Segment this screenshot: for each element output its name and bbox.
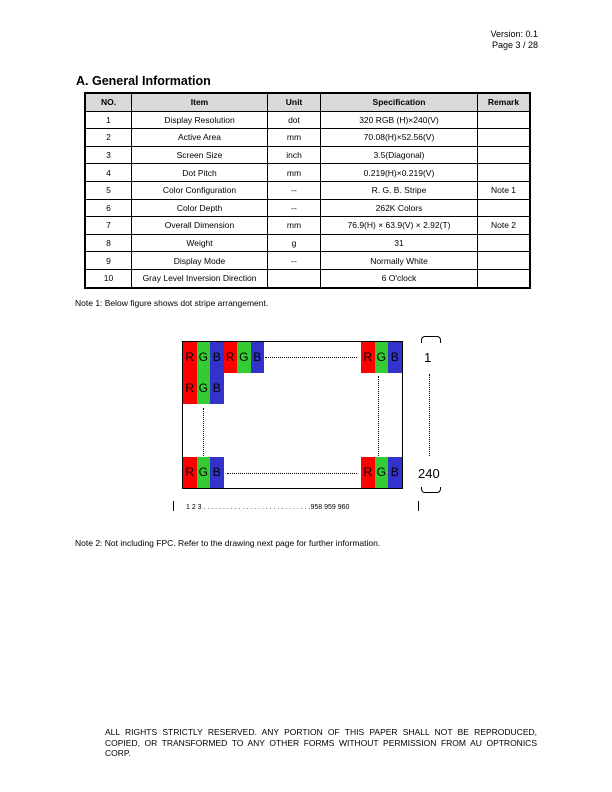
- table-cell: [478, 269, 531, 287]
- table-row: [85, 234, 530, 252]
- table-cell: Normally White: [321, 252, 478, 270]
- table-cell: --: [268, 199, 321, 217]
- subpixel-r: R: [224, 342, 238, 373]
- table-row: [85, 181, 530, 199]
- bracket: [421, 336, 441, 343]
- table-cell: --: [268, 181, 321, 199]
- col-item: Item: [132, 93, 268, 111]
- table-cell: [478, 164, 531, 182]
- subpixel-b: B: [251, 342, 265, 373]
- subpixel-r: R: [183, 457, 197, 488]
- table-cell: [268, 269, 321, 287]
- table-cell: 9: [85, 252, 132, 270]
- table-cell: mm: [268, 164, 321, 182]
- col-no: NO.: [85, 93, 132, 111]
- row-first-label: 1: [424, 350, 432, 365]
- subpixel-b: B: [210, 457, 224, 488]
- dot-stripe-figure: [182, 341, 403, 489]
- table-cell: 0.219(H)×0.219(V): [321, 164, 478, 182]
- table-cell: 1: [85, 111, 132, 129]
- table-row: [85, 269, 530, 287]
- page-number: Page 3 / 28: [491, 40, 538, 50]
- table-cell: 262K Colors: [321, 199, 478, 217]
- footer-copyright: ALL RIGHTS STRICTLY RESERVED. ANY PORTION OF THIS PAPER SHALL NOT BE REPRODUCED, COPIED, OR TRANSFORMED TO ANY OTHER FORMS WITHOUT PERMISSION FROM AU OPTRONICS CORP.: [105, 727, 537, 758]
- note-2: Note 2: Not including FPC. Refer to the drawing next page for further information.: [75, 538, 381, 548]
- row-last-label: 240: [418, 466, 440, 481]
- subpixel-b: B: [210, 373, 224, 404]
- subpixel-g: G: [375, 342, 389, 373]
- subpixel-g: G: [375, 457, 389, 488]
- table-cell: 320 RGB (H)×240(V): [321, 111, 478, 129]
- table-cell: Screen Size: [132, 146, 268, 164]
- table-row: [85, 111, 530, 129]
- table-cell: inch: [268, 146, 321, 164]
- dotted-line: [429, 374, 430, 456]
- table-cell: [478, 252, 531, 270]
- table-cell: [478, 111, 531, 129]
- general-info-table: [84, 92, 531, 289]
- dotted-line: [227, 473, 357, 474]
- table-cell: 10: [85, 269, 132, 287]
- table-cell: 31: [321, 234, 478, 252]
- table-cell: Color Depth: [132, 199, 268, 217]
- bracket: [421, 487, 441, 493]
- dotted-line: [265, 357, 357, 358]
- col-spec: Specification: [321, 93, 478, 111]
- table-cell: Weight: [132, 234, 268, 252]
- note-1: Note 1: Below figure shows dot stripe arrangement.: [75, 298, 269, 308]
- table-cell: 7: [85, 217, 132, 235]
- table-cell: 76.9(H) × 63.9(V) × 2.92(T): [321, 217, 478, 235]
- table-cell: mm: [268, 217, 321, 235]
- subpixel-g: G: [197, 457, 211, 488]
- table-cell: 8: [85, 234, 132, 252]
- table-cell: Dot Pitch: [132, 164, 268, 182]
- table-row: [85, 129, 530, 147]
- table-cell: [478, 234, 531, 252]
- subpixel-r: R: [183, 342, 197, 373]
- dotted-line: [203, 408, 204, 458]
- table-cell: dot: [268, 111, 321, 129]
- table-cell: Overall Dimension: [132, 217, 268, 235]
- table-cell: [478, 199, 531, 217]
- subpixel-g: G: [197, 342, 211, 373]
- table-cell: Note 1: [478, 181, 531, 199]
- table-cell: --: [268, 252, 321, 270]
- table-row: [85, 217, 530, 235]
- table-cell: Gray Level Inversion Direction: [132, 269, 268, 287]
- table-cell: 3: [85, 146, 132, 164]
- table-cell: 2: [85, 129, 132, 147]
- col-unit: Unit: [268, 93, 321, 111]
- subpixel-g: G: [237, 342, 251, 373]
- subpixel-r: R: [361, 342, 375, 373]
- table-cell: 4: [85, 164, 132, 182]
- table-cell: g: [268, 234, 321, 252]
- table-cell: 6: [85, 199, 132, 217]
- subpixel-r: R: [183, 373, 197, 404]
- table-cell: 3.5(Diagonal): [321, 146, 478, 164]
- table-cell: Display Resolution: [132, 111, 268, 129]
- table-cell: Active Area: [132, 129, 268, 147]
- table-row: [85, 252, 530, 270]
- subpixel-g: G: [197, 373, 211, 404]
- table-cell: mm: [268, 129, 321, 147]
- column-labels: 1 2 3 . . . . . . . . . . . . . . . . . . . . . . . . . . . .958 959 960: [173, 501, 419, 511]
- table-cell: R. G. B. Stripe: [321, 181, 478, 199]
- version-label: Version: 0.1: [490, 29, 538, 39]
- table-cell: 5: [85, 181, 132, 199]
- table-row: [85, 199, 530, 217]
- table-row: [85, 164, 530, 182]
- dotted-line: [378, 376, 379, 456]
- subpixel-r: R: [361, 457, 375, 488]
- table-cell: Color Configuration: [132, 181, 268, 199]
- col-remark: Remark: [478, 93, 531, 111]
- section-title: A. General Information: [76, 74, 211, 88]
- table-cell: [478, 146, 531, 164]
- subpixel-b: B: [388, 457, 402, 488]
- table-cell: Display Mode: [132, 252, 268, 270]
- table-cell: Note 2: [478, 217, 531, 235]
- table-cell: 6 O'clock: [321, 269, 478, 287]
- table-cell: 70.08(H)×52.56(V): [321, 129, 478, 147]
- table-cell: [478, 129, 531, 147]
- subpixel-b: B: [388, 342, 402, 373]
- table-header-row: [85, 93, 530, 111]
- subpixel-b: B: [210, 342, 224, 373]
- table-row: [85, 146, 530, 164]
